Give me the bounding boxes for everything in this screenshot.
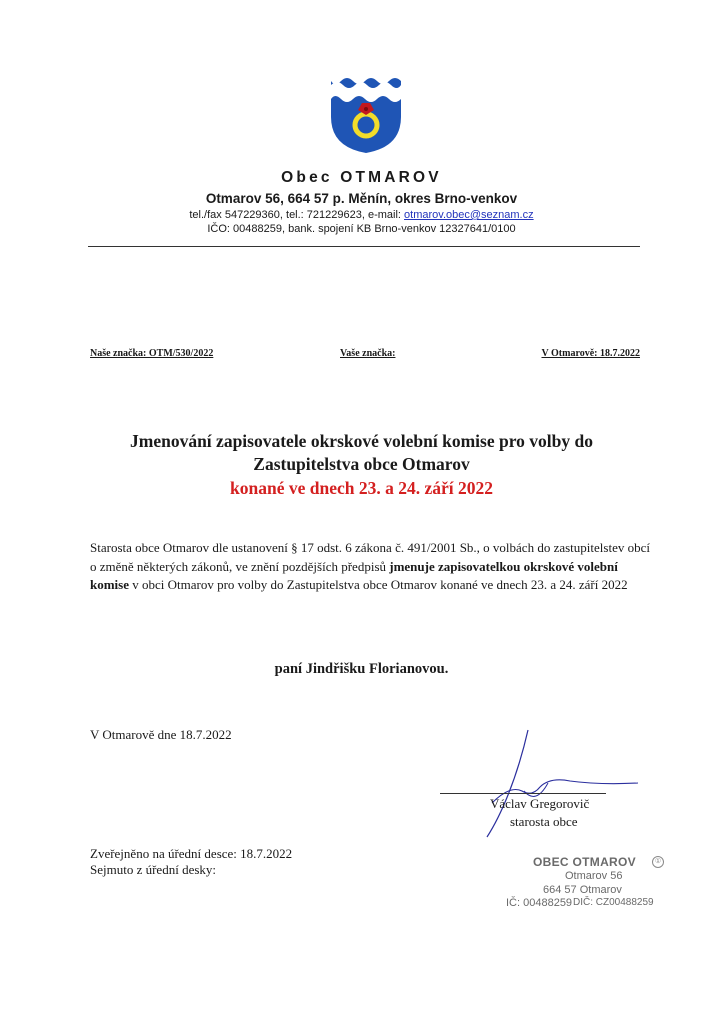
municipality-name: Obec OTMAROV [281,169,442,186]
crest-middle-wave [331,82,401,102]
stamp-name: OBEC OTMAROV [533,855,636,869]
title-line-1: Jmenování zapisovatele okrskové volební komise pro volby do [130,431,593,451]
municipal-crest [329,65,403,155]
title-line-3: konané ve dnech 23. a 24. září 2022 [230,478,493,498]
contact-line [0,209,723,221]
signer-name: Václav Gregorovič [490,796,590,811]
stamp-mark-icon: ① [652,856,664,868]
place-date: V Otmarově dne 18.7.2022 [90,727,232,742]
stamp-city: 664 57 Otmarov [543,884,622,896]
body-text-end: v obci Otmarov pro volby do Zastupitelstva obce Otmarov konané ve dnech 23. a 24. září 2022 [129,577,628,592]
ico-bank-line: IČO: 00488259, bank. spojení KB Brno-venkov 12327641/0100 [207,223,516,235]
reference-date: V Otmarově: 18.7.2022 [541,348,640,359]
stamp-ic: IČ: 00488259 [506,897,573,909]
signature-line [440,793,606,794]
stamp-street: Otmarov 56 [565,870,623,882]
stamp-dic: DIČ: CZ00488259 [573,897,654,908]
body-text-bold: jmenuje zapisovatelkou okrskové volební komise [90,558,618,592]
contact-phones: tel./fax 547229360, tel.: 721229623, e-mail: [189,209,405,221]
removed-date: Sejmuto z úřední desky: [90,862,217,877]
body-paragraph [90,539,650,595]
header-divider [88,246,640,247]
signer-role: starosta obce [510,814,578,829]
municipality-address: Otmarov 56, 664 57 p. Měnín, okres Brno-venkov [205,191,518,206]
posted-date: Zveřejněno na úřední desce: 18.7.2022 [90,846,293,861]
appointee-name: paní Jindřišku Florianovou. [274,661,449,677]
your-reference: Vaše značka: [340,348,396,359]
body-text-start: Starosta obce Otmarov dle ustanovení § 17 odst. 6 zákona č. 491/2001 Sb., o volbách do zastupitelstev obcí o změně některých zákonů, ve znění pozdějších předpisů [90,540,650,574]
our-reference: Naše značka: OTM/530/2022 [90,348,214,359]
email-link[interactable]: otmarov.obec@seznam.cz [404,209,534,221]
title-line-2: Zastupitelstva obce Otmarov [253,454,470,474]
